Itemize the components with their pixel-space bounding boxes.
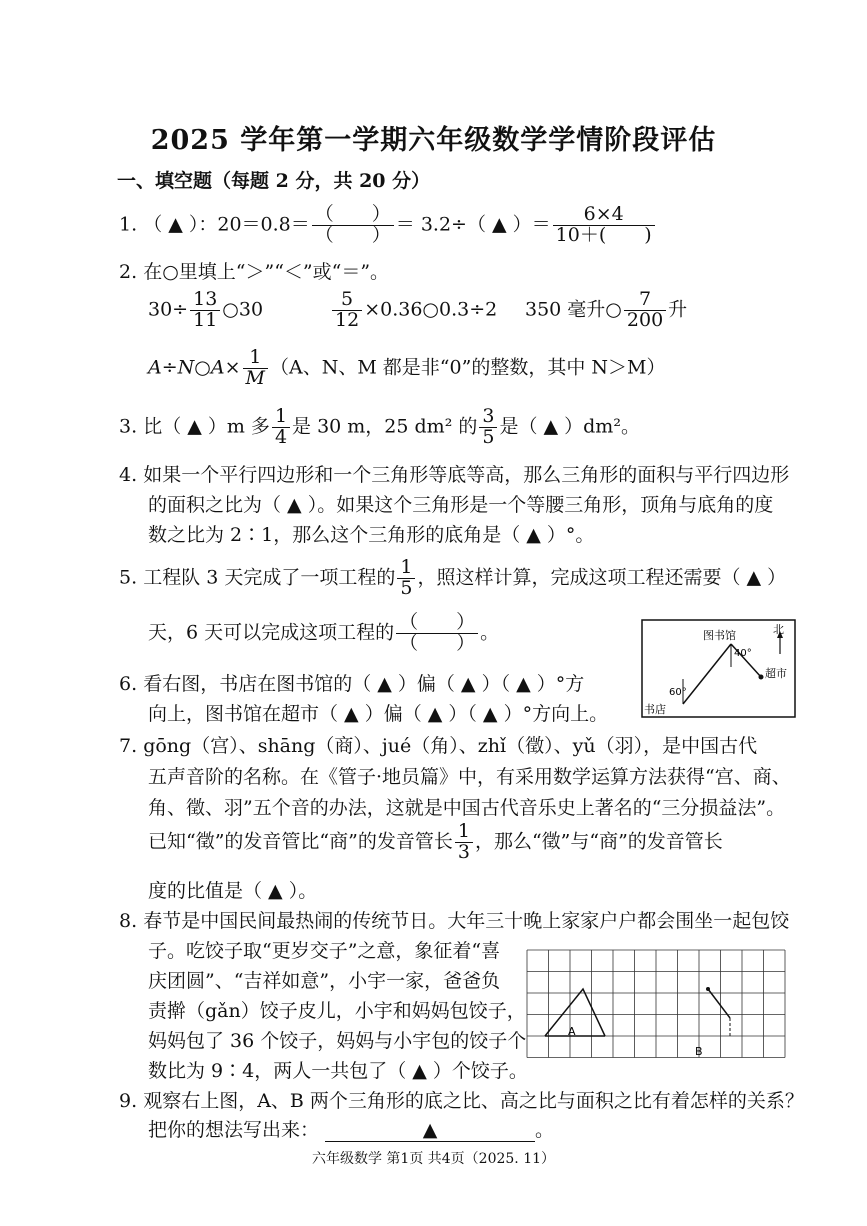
fraction-denominator: （ ） [314, 223, 391, 246]
angle-60-label: 60° [669, 687, 687, 698]
fraction-numerator: 7 [624, 290, 666, 311]
fraction-denominator: 200 [626, 308, 664, 331]
fraction-denominator: 3 [457, 840, 470, 863]
page-footer: 六年级数学 第1页 共4页（2025. 11） [311, 1151, 556, 1167]
question-9-line-2 [148, 1115, 554, 1142]
angle-40-label: 40° [734, 648, 752, 659]
bookstore-library-line [683, 644, 731, 704]
fraction-numerator: 5 [332, 290, 362, 311]
section-heading: 一、填空题（每题 2 分，共 20 分） [117, 170, 431, 192]
fraction-numerator: 1 [243, 348, 268, 369]
q9-text: 观察右上图，A、B 两个三角形的底之比、高之比与面积之比有着怎样的关系？ [143, 1090, 804, 1112]
fraction-denominator: 11 [193, 308, 218, 331]
expr-text: ×0.36○0.3÷2 [364, 298, 498, 321]
q9-text: 把你的想法写出来： [148, 1119, 320, 1141]
library-label: 图书馆 [703, 629, 736, 642]
fraction-numerator: （ ） [396, 613, 478, 634]
fraction-numerator: 13 [190, 290, 220, 311]
expr-text: A÷N○A× [148, 356, 241, 379]
fraction-numerator: 1 [455, 822, 473, 843]
q5-fraction [397, 558, 415, 599]
q2-expression-1 [148, 290, 263, 331]
q9-text: 。 [535, 1119, 555, 1141]
q4-text: 如果一个平行四边形和一个三角形等底等高，那么三角形的面积与平行四边形 [143, 464, 790, 486]
fraction-denominator: 5 [482, 425, 495, 448]
market-point [759, 675, 764, 680]
expr-fraction [243, 348, 268, 389]
q7-text: ，那么“徵”与“商”的发音管长 [474, 830, 723, 853]
question-4-line-1 [119, 460, 789, 487]
north-label: 北 [773, 623, 784, 636]
question-number: 1. [119, 213, 138, 236]
question-6-line-1 [119, 669, 584, 696]
question-4-line-3: 数之比为 2∶1，那么这个三角形的底角是（ ▲ ）°。 [148, 524, 595, 546]
question-3 [119, 407, 640, 448]
triangle-b-vertex [706, 987, 710, 991]
q7-text: gōng（宫）、shāng（商）、jué（角）、zhǐ（徵）、yǔ（羽），是中国古代 [143, 735, 758, 757]
question-9-line-1 [119, 1086, 804, 1113]
expr-text: （A、N、M 都是非“0”的整数，其中 N＞M） [269, 356, 666, 379]
q6-text: 看右图，书店在图书馆的（ ▲ ）偏（ ▲ ）（ ▲ ）°方 [143, 673, 585, 695]
question-number: 6. [119, 673, 138, 695]
fraction-denominator: 5 [400, 576, 413, 599]
question-7-line-4 [148, 822, 723, 863]
question-8-line-1 [119, 906, 789, 933]
expr-fraction [190, 290, 220, 331]
expr-fraction [624, 290, 666, 331]
bookstore-label: 书店 [644, 703, 666, 716]
direction-map [641, 619, 797, 719]
q7-fraction [455, 822, 473, 863]
q5-text: ，照这样计算，完成这项工程还需要（ ▲ ） [417, 566, 787, 589]
q5-text: 。 [480, 621, 500, 644]
q8-text: 春节是中国民间最热闹的传统节日。大年三十晚上家家户户都会围坐一起包饺 [143, 910, 790, 932]
question-8-line-6: 数比为 9∶4，两人一共包了（ ▲ ）个饺子。 [148, 1060, 528, 1082]
triangle-b-label: B [695, 1045, 703, 1058]
grid-lines [527, 950, 785, 1058]
q1-part-a: （ ▲ ）：20＝0.8＝ [143, 213, 310, 236]
q7-text: 已知“徵”的发音管比“商”的发音管长 [148, 830, 453, 853]
q2-text: 在○里填上“＞”“＜”或“＝”。 [143, 261, 390, 283]
q5-blank-fraction [396, 613, 478, 654]
answer-placeholder: ▲ [422, 1119, 438, 1141]
q3-fraction-2 [479, 407, 497, 448]
question-number: 7. [119, 735, 138, 757]
triangle-a-label: A [568, 1025, 576, 1038]
fraction-denominator: （ ） [399, 631, 476, 654]
question-7-line-2: 五声音阶的名称。在《管子·地员篇》中，有采用数学运算方法获得“宫、商、 [148, 766, 791, 788]
question-6-line-2: 向上，图书馆在超市（ ▲ ）偏（ ▲ ）（ ▲ ）°方向上。 [148, 703, 609, 725]
question-5-line-2 [148, 613, 499, 654]
fraction-numerator: 6×4 [553, 205, 655, 226]
question-8-line-5: 妈妈包了 36 个饺子，妈妈与小宇包的饺子个 [148, 1030, 527, 1052]
q3-text: 是 30 m，25 dm² 的 [292, 415, 478, 438]
question-2 [119, 257, 389, 284]
question-7-line-3: 角、徵、羽”五个音的办法，这就是中国古代音乐史上著名的“三分损益法”。 [148, 797, 786, 819]
expr-text: ○30 [222, 298, 264, 321]
q1-fraction [553, 205, 655, 246]
expr-text: 350 毫升○ [525, 298, 622, 321]
expr-text: 30÷ [148, 298, 189, 321]
fraction-denominator: 10＋( ) [555, 223, 652, 246]
fraction-numerator: （ ） [312, 205, 394, 226]
fraction-denominator: 4 [274, 425, 288, 448]
q3-text: 比（ ▲ ）m 多 [143, 415, 270, 438]
question-number: 3. [119, 415, 138, 438]
q2-expression-3 [525, 290, 687, 331]
question-number: 5. [119, 566, 138, 589]
q3-fraction-1 [272, 407, 290, 448]
question-1 [119, 205, 657, 246]
q2-expression-2 [330, 290, 497, 331]
question-7-line-5: 度的比值是（ ▲ ）。 [148, 880, 318, 902]
question-number: 9. [119, 1090, 138, 1112]
fraction-numerator: 1 [397, 558, 415, 579]
fraction-denominator: 12 [335, 308, 360, 331]
q1-blank-fraction [312, 205, 394, 246]
q1-part-b: ＝ 3.2÷（ ▲ ）＝ [395, 213, 551, 236]
question-8-line-3: 庆团圆”、“吉祥如意”，小宇一家，爸爸负 [148, 970, 501, 992]
question-number: 8. [119, 910, 138, 932]
fraction-numerator: 1 [272, 407, 290, 428]
expr-text: 升 [668, 298, 688, 321]
fraction-denominator: M [245, 366, 265, 389]
expr-fraction [332, 290, 362, 331]
q2-expression-4 [148, 348, 665, 389]
q3-text: 是（ ▲ ）dm²。 [499, 415, 640, 438]
question-8-line-4: 责擀（gǎn）饺子皮儿，小宇和妈妈包饺子， [148, 1000, 526, 1022]
page-title: 2025 学年第一学期六年级数学学情阶段评估 [150, 125, 717, 156]
question-8-line-2: 子。吃饺子取“更岁交子”之意，象征着“喜 [148, 940, 501, 962]
question-4-line-2: 的面积之比为（ ▲ ）。如果这个三角形是一个等腰三角形，顶角与底角的度 [148, 494, 774, 516]
market-label: 超市 [765, 667, 787, 680]
question-7-line-1 [119, 731, 757, 758]
q5-text: 天，6 天可以完成这项工程的 [148, 621, 395, 644]
triangle-grid [525, 948, 787, 1064]
question-number: 2. [119, 261, 138, 283]
question-5-line-1 [119, 558, 786, 599]
question-number: 4. [119, 464, 138, 486]
answer-blank[interactable] [325, 1119, 535, 1142]
fraction-numerator: 3 [479, 407, 497, 428]
q5-text: 工程队 3 天完成了一项工程的 [143, 566, 396, 589]
